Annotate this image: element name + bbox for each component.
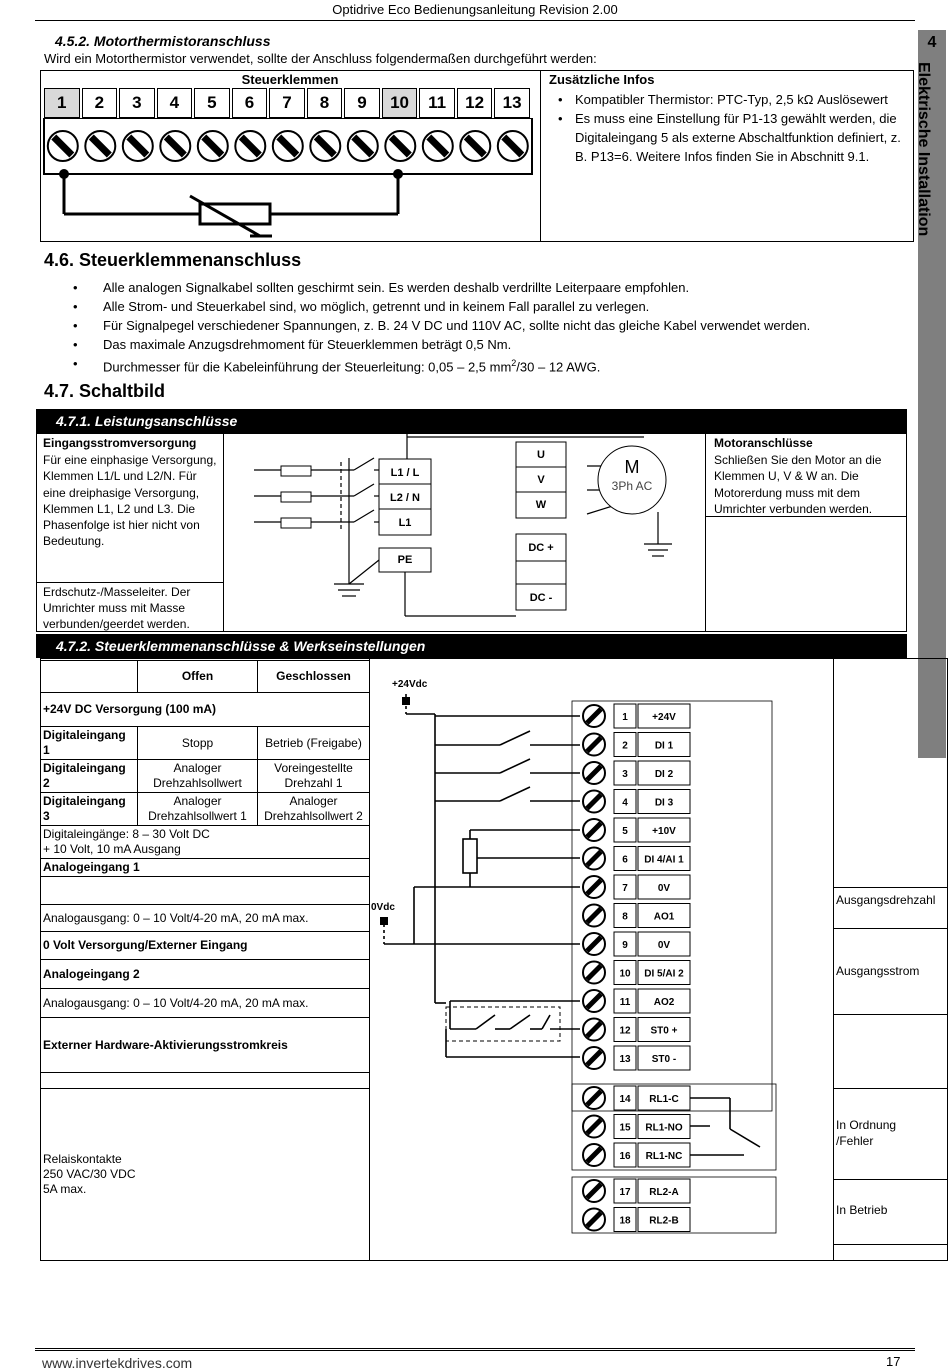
- control-terminal: [583, 761, 690, 785]
- chapter-label: Elektrische Installation: [915, 62, 932, 237]
- control-terminal: [583, 875, 690, 899]
- row-di2-label: Digitaleingang 2: [41, 760, 138, 793]
- terminal-number: 1: [622, 712, 628, 723]
- terminal-label: +24V: [652, 712, 676, 723]
- row-di2-closed: Voreingestellte Drehzahl 1: [258, 760, 370, 793]
- bullet-item: • Alle analogen Signalkabel sollten geschirmt sein. Es werden deshalb verdrillte Leiterpaare empfohlen.: [73, 278, 913, 297]
- terminal-number: 4: [622, 797, 628, 809]
- row-sto-spacer: [41, 1073, 370, 1089]
- terminal-number: 10: [619, 968, 631, 980]
- row-di1-open: Stopp: [138, 727, 258, 760]
- header-rule: [35, 20, 915, 21]
- row-ai1: Analogeingang 1: [41, 859, 370, 877]
- power-earth-divider: [36, 582, 223, 583]
- section-46-heading: 4.6. Steuerklemmenanschluss: [44, 250, 302, 270]
- thermistor-box-divider: [540, 70, 541, 242]
- right-rule-4: [833, 1088, 948, 1089]
- terminal-label: RL1-C: [649, 1094, 679, 1105]
- info-title: Zusätzliche Infos: [549, 72, 655, 87]
- terminal-number: 3: [622, 769, 628, 780]
- control-terminal: [583, 1046, 690, 1070]
- info-list: [558, 90, 908, 166]
- row-di1-closed: Betrieb (Freigabe): [258, 727, 370, 760]
- dc-plus-terminal: DC +: [528, 542, 554, 554]
- bullet-item: • Für Signalpegel verschiedener Spannungen, z. B. 24 V DC und 110V AC, sollte nicht das gleiche Kabel verwendet werden.: [73, 316, 913, 335]
- motor-terminal-v: V: [537, 474, 545, 486]
- terminal-number: 5: [622, 826, 628, 837]
- right-ao1: Ausgangsdrehzahl: [836, 893, 936, 907]
- terminal-number: 11: [419, 88, 455, 118]
- row-di3-label: Digitaleingang 3: [41, 793, 138, 826]
- bullet-item: • Alle Strom- und Steuerkabel sind, wo möglich, getrennt und in keinem Fall parallel zu verlegen.: [73, 297, 913, 316]
- bullet-5-sup: 2: [511, 358, 517, 368]
- terminal-number: 3: [119, 88, 155, 118]
- terminal-label: DI 1: [654, 740, 674, 752]
- row-di-note: [41, 826, 370, 859]
- control-terminal: [583, 1208, 690, 1232]
- col-open: Offen: [138, 661, 258, 693]
- terminal-label: AO1: [653, 911, 675, 923]
- terminal-label: 0V: [657, 940, 671, 951]
- terminal-number: 12: [619, 1025, 631, 1037]
- header-blank-cell: [41, 661, 138, 693]
- page-header: Optidrive Eco Bedienungsanleitung Revision 2.00: [332, 2, 618, 17]
- chapter-number: 4: [927, 34, 937, 51]
- control-terminal: [583, 790, 690, 814]
- supply-text: Für eine einphasige Versorgung, Klemmen L1/L und L2/N. Für eine dreiphasige Versorgung, Klemmen L1, L2 und L3. Die Phasenfolge ist hier nicht von Bedeutung.: [43, 453, 217, 549]
- terminals-title: Steuerklemmen: [241, 72, 339, 87]
- di-note: Digitaleingänge: 8 – 30 Volt DC: [43, 827, 210, 841]
- terminal-number: 15: [619, 1122, 631, 1134]
- terminal-label: DI 4/AI 1: [644, 854, 684, 866]
- terminal-number: 7: [622, 883, 628, 894]
- terminal-label: RL1-NC: [645, 1151, 683, 1162]
- row-ext0v: 0 Volt Versorgung/Externer Eingang: [41, 932, 370, 960]
- info-item: • Kompatibler Thermistor: PTC-Typ, 2,5 kΩ Auslösewert: [558, 90, 908, 109]
- section-471-banner: 4.7.1. Leistungsanschlüsse: [36, 409, 907, 433]
- row-ao2: Analogausgang: 0 – 10 Volt/4-20 mA, 20 mA max.: [41, 989, 370, 1018]
- thermistor-wiring: [40, 118, 540, 243]
- motor-title: Motoranschlüsse: [714, 436, 813, 450]
- terminal-label: RL2-B: [649, 1215, 679, 1227]
- footer-url[interactable]: www.invertekdrives.com: [42, 1355, 193, 1368]
- row-relay: [41, 1089, 370, 1261]
- terminal-label: AO2: [653, 997, 675, 1008]
- terminal-number: 18: [619, 1215, 631, 1227]
- label-24vdc: +24Vdc: [392, 679, 428, 690]
- terminal-number: 8: [622, 911, 628, 923]
- control-terminal: [583, 1179, 690, 1203]
- row-ao1: Analogausgang: 0 – 10 Volt/4-20 mA, 20 mA max.: [41, 905, 370, 932]
- terminal-number: 10: [382, 88, 418, 118]
- terminal-number: 16: [619, 1151, 631, 1162]
- terminal-label: DI 5/AI 2: [644, 968, 684, 980]
- terminal-number: 6: [622, 854, 628, 866]
- right-rule-3: [833, 1014, 948, 1015]
- right-rule-6: [833, 1244, 948, 1245]
- bullet-5-text: Durchmesser für die Kabeleinführung der Steuerleitung: 0,05 – 2,5 mm: [103, 359, 512, 375]
- control-terminal: [583, 1086, 690, 1110]
- bullet-5-post: /30 – 12 AWG.: [516, 359, 601, 375]
- right-rl1: In Ordnung /Fehler: [836, 1118, 897, 1148]
- supply-title: Eingangsstromversorgung: [43, 436, 197, 450]
- row-supply24: +24V DC Versorgung (100 mA): [41, 693, 370, 727]
- motor-sub: 3Ph AC: [611, 479, 653, 493]
- earth-text: Erdschutz-/Masseleiter. Der Umrichter muss mit Masse verbunden/geerdet werden.: [43, 585, 191, 631]
- control-terminal: [583, 904, 690, 928]
- motor-terminal-u: U: [537, 449, 545, 461]
- v10-note: + 10 Volt, 10 mA Ausgang: [43, 842, 181, 856]
- terminal-number: 12: [457, 88, 493, 118]
- pe-terminal: PE: [397, 554, 413, 566]
- input-terminal-l2: L2 / N: [390, 492, 420, 504]
- terminal-label: 0V: [657, 883, 671, 894]
- label-0vdc: 0Vdc: [371, 902, 395, 913]
- row-sto: Externer Hardware-Aktivierungsstromkreis: [41, 1018, 370, 1073]
- row-ai2: Analogeingang 2: [41, 960, 370, 989]
- control-divider-right: [833, 658, 834, 1261]
- control-terminal: [583, 1018, 690, 1042]
- control-terminal: [583, 932, 690, 956]
- control-terminal: [583, 733, 690, 757]
- control-terminal: [583, 1115, 690, 1139]
- terminal-label: +10V: [652, 826, 676, 837]
- terminal-number: 11: [619, 997, 631, 1008]
- page-number: 17: [886, 1354, 901, 1369]
- power-divider-right: [705, 433, 706, 632]
- motor-terminal-w: W: [535, 499, 547, 511]
- bullet-item: [73, 354, 913, 376]
- terminal-number: 5: [194, 88, 230, 118]
- control-terminal: [583, 818, 690, 842]
- terminal-label: RL2-A: [649, 1187, 679, 1198]
- terminal-label: ST0 +: [650, 1025, 678, 1037]
- control-terminal: [583, 961, 690, 985]
- input-terminal-l1: L1 / L: [390, 467, 420, 479]
- terminal-label: DI 2: [654, 769, 674, 780]
- terminal-number: 8: [307, 88, 343, 118]
- terminal-number: 13: [619, 1054, 631, 1065]
- col-closed: Geschlossen: [258, 661, 370, 693]
- row-di3-closed: Analoger Drehzahlsollwert 2: [258, 793, 370, 826]
- right-rule-2: [833, 928, 948, 929]
- right-ao2: Ausgangsstrom: [836, 964, 920, 978]
- terminal-number: 17: [619, 1187, 631, 1198]
- terminal-label: ST0 -: [651, 1054, 677, 1065]
- row-ai1-spacer: [41, 877, 370, 905]
- control-terminal: [583, 847, 690, 871]
- row-di1-label: Digitaleingang 1: [41, 727, 138, 760]
- motor-symbol: M: [624, 457, 640, 477]
- section-452-heading: 4.5.2. Motorthermistoranschluss: [55, 33, 271, 49]
- footer-rule: [35, 1348, 915, 1351]
- row-di2-open: Analoger Drehzahlsollwert: [138, 760, 258, 793]
- terminal-number: 7: [269, 88, 305, 118]
- terminal-number: 9: [344, 88, 380, 118]
- motor-text: Schließen Sie den Motor an die Klemmen U, V & W an. Die Motorerdung muss mit dem Umrichter verbunden werden.: [714, 453, 882, 516]
- right-rl2: In Betrieb: [836, 1203, 888, 1217]
- terminal-number: 2: [622, 740, 628, 752]
- terminal-label: DI 3: [654, 797, 674, 809]
- relay-text: Relaiskontakte 250 VAC/30 VDC 5A max.: [43, 1152, 136, 1196]
- terminal-number: 6: [232, 88, 268, 118]
- right-rule-5: [833, 1179, 948, 1180]
- control-terminal: [583, 704, 690, 728]
- section-472-banner: 4.7.2. Steuerklemmenanschlüsse & Werkseinstellungen: [36, 634, 907, 658]
- control-table: [40, 660, 370, 1261]
- terminal-label: RL1-NO: [645, 1122, 683, 1134]
- terminal-number: 1: [44, 88, 80, 118]
- control-terminal: [583, 989, 690, 1013]
- info-item: • Es muss eine Einstellung für P1-13 gewählt werden, die Digitaleingang 5 als externe Abschaltfunktion definiert, z. B. P13=6. Weitere Infos finden Sie in Abschnitt 9.1.: [558, 109, 908, 166]
- section-46-bullets: [73, 278, 913, 376]
- right-rule-1: [833, 887, 948, 888]
- row-di3-open: Analoger Drehzahlsollwert 1: [138, 793, 258, 826]
- control-wiring-diagram: [370, 659, 833, 1259]
- input-terminal-l3: L1: [398, 517, 412, 529]
- terminal-number: 13: [494, 88, 530, 118]
- terminal-number: 4: [157, 88, 193, 118]
- terminal-number: 2: [82, 88, 118, 118]
- section-452-intro: Wird ein Motorthermistor verwendet, sollte der Anschluss folgendermaßen durchgeführt werden:: [44, 51, 597, 66]
- dc-minus-terminal: DC -: [529, 592, 553, 604]
- bullet-item: • Das maximale Anzugsdrehmoment für Steuerklemmen beträgt 0,5 Nm.: [73, 335, 913, 354]
- section-47-heading: 4.7. Schaltbild: [44, 381, 166, 401]
- control-terminal: [583, 1143, 690, 1167]
- terminal-number-strip: [44, 88, 532, 118]
- terminal-number: 9: [622, 940, 628, 951]
- terminal-number: 14: [619, 1094, 631, 1105]
